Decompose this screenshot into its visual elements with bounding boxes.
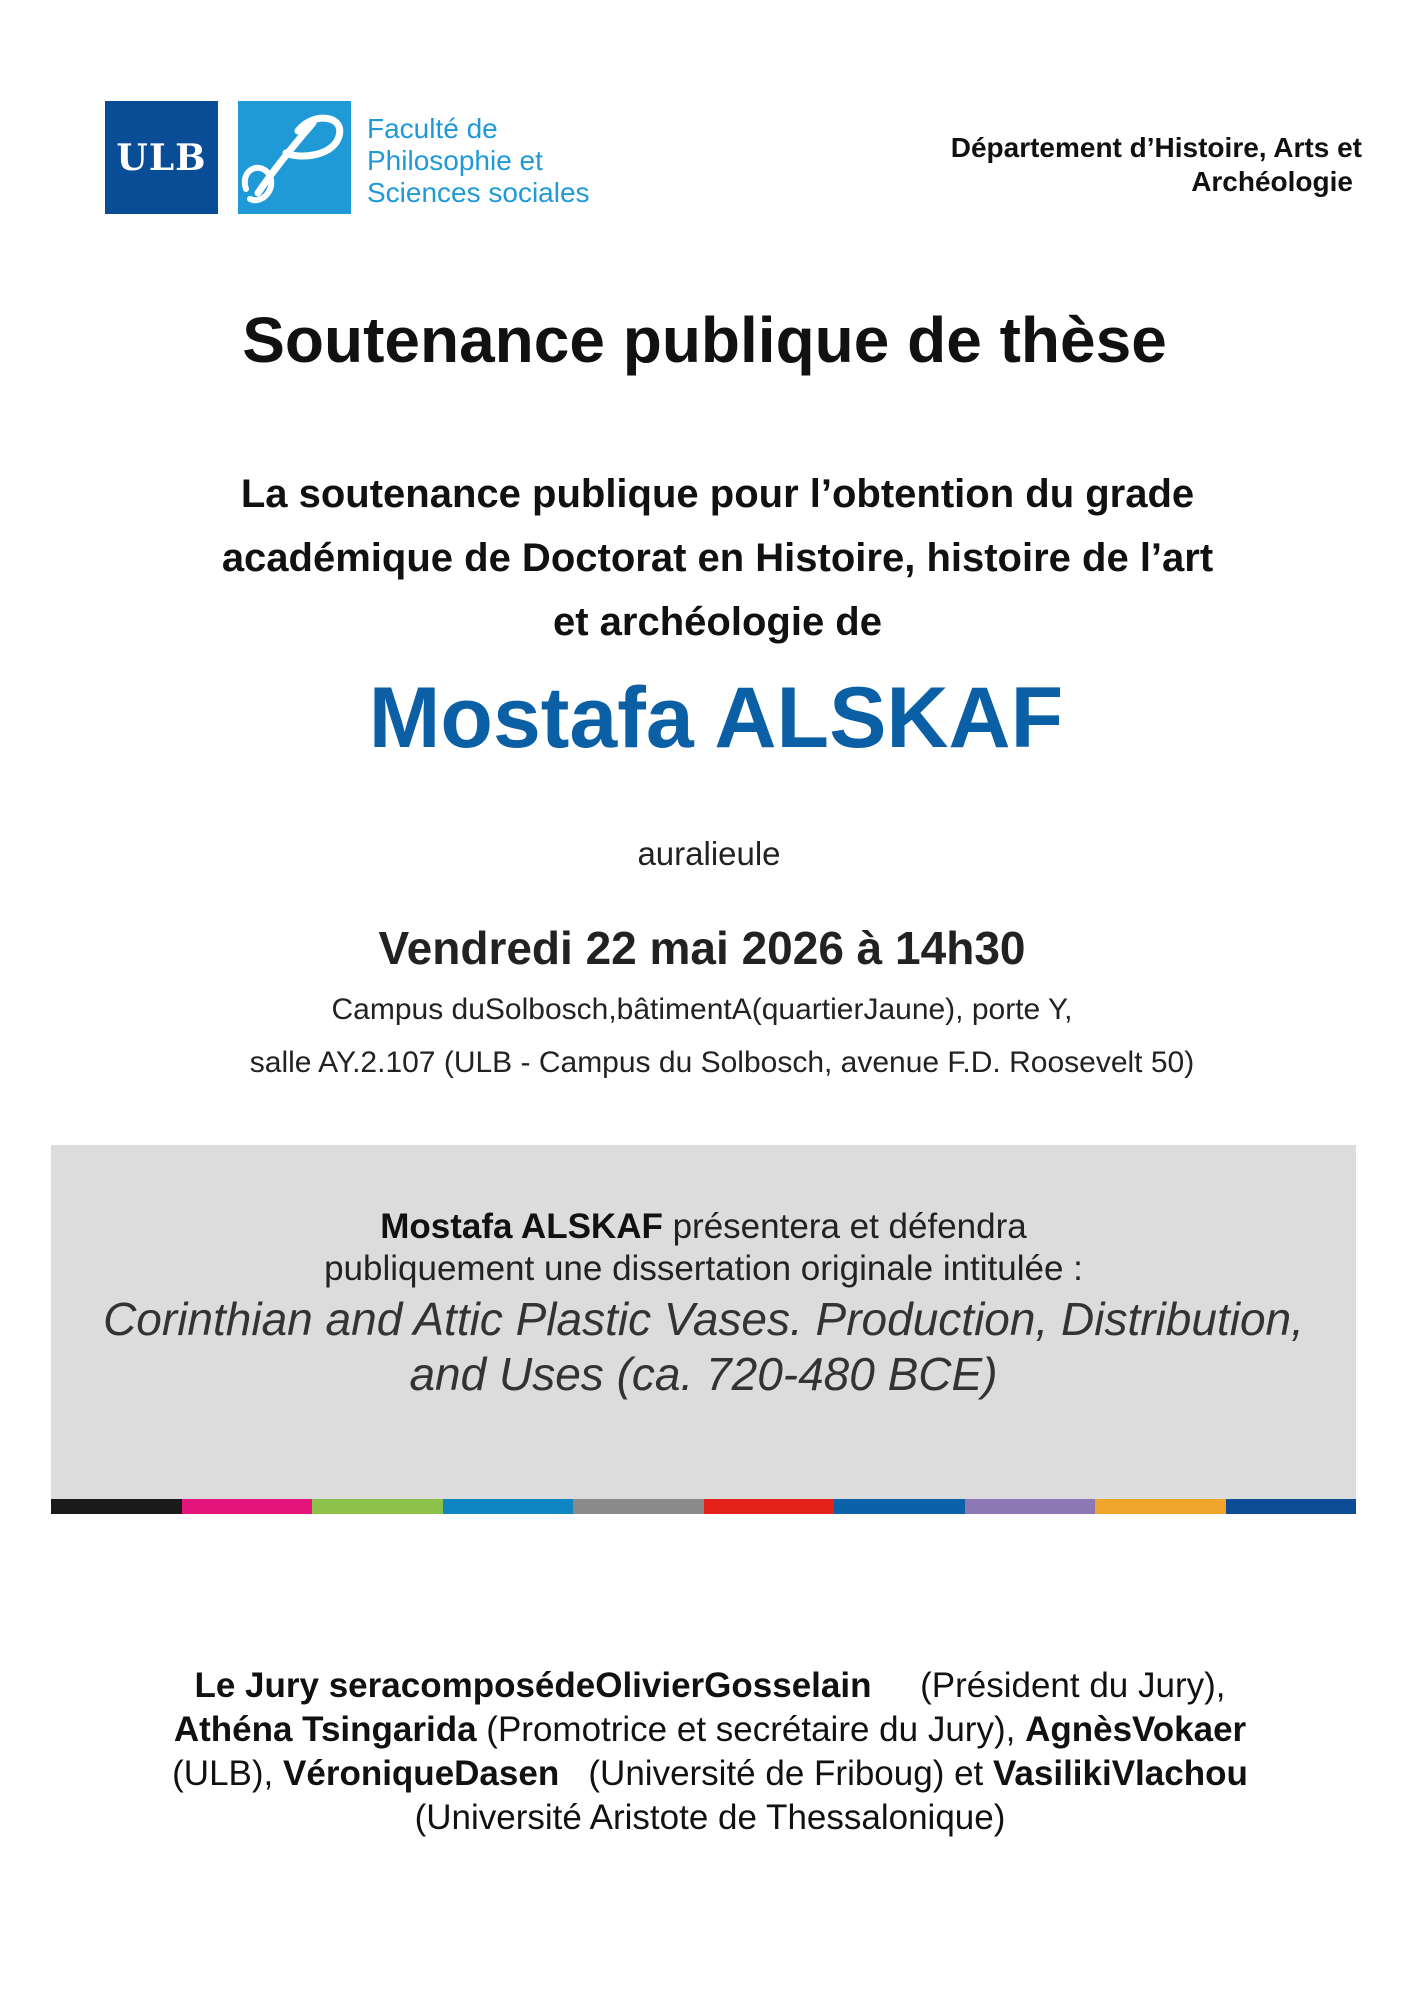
jury-member: VasilikiVlachou — [993, 1754, 1248, 1793]
jury-member: Athéna Tsingarida — [173, 1710, 477, 1749]
jury-member: AgnèsVokaer — [1025, 1710, 1247, 1749]
page-title: Soutenance publique de thèse — [242, 304, 1167, 376]
faculty-logo-mark — [238, 101, 351, 214]
color-stripe-segment — [182, 1499, 313, 1514]
thesis-title — [51, 1292, 1356, 1402]
faculty-logo-icon — [238, 101, 351, 214]
jury-line: (Université Aristote de Thessalonique) — [414, 1798, 1006, 1837]
presentation-line: publiquement une dissertation originale intitulée : — [324, 1249, 1083, 1288]
color-stripe-segment — [573, 1499, 704, 1514]
faculty-line: Faculté de — [367, 113, 498, 144]
ulb-logo-text: ULB — [116, 136, 207, 179]
jury-role: (Université de Friboug) et — [559, 1754, 993, 1793]
jury-member: VéroniqueDasen — [283, 1754, 560, 1793]
thesis-title-line: and Uses (ca. 720-480 BCE) — [409, 1348, 998, 1400]
color-stripe-segment — [443, 1499, 574, 1514]
presenter-name: Mostafa ALSKAF — [380, 1207, 663, 1246]
candidate-name: Mostafa ALSKAF — [368, 670, 1064, 766]
event-datetime: Vendredi 22 mai 2026 à 14h30 — [378, 922, 1026, 974]
jury-composition — [80, 1664, 1340, 1840]
intro-line: La soutenance publique pour l’obtention du grade — [240, 472, 1195, 516]
color-stripe-segment — [51, 1499, 182, 1514]
color-stripe-segment — [1226, 1499, 1357, 1514]
color-stripe-segment — [965, 1499, 1096, 1514]
color-stripe-segment — [834, 1499, 965, 1514]
location-line: salle AY.2.107 (ULB - Campus du Solbosch, avenue F.D. Roosevelt 50) — [249, 1046, 1195, 1079]
color-stripe-segment — [312, 1499, 443, 1514]
ulb-logo — [105, 101, 218, 214]
faculty-name — [367, 113, 667, 209]
jury-line — [80, 1752, 1340, 1796]
intro-line: académique de Doctorat en Histoire, histoire de l’art — [221, 536, 1214, 580]
faculty-line: Philosophie et — [367, 145, 543, 176]
intro-text — [60, 462, 1375, 654]
color-stripe-segment — [1095, 1499, 1226, 1514]
location-line: Campus duSolbosch,bâtimentA(quartierJaune), porte Y, — [331, 993, 1073, 1026]
intro-line: et archéologie de — [553, 600, 882, 644]
color-stripe-segment — [704, 1499, 835, 1514]
presentation-line-text: présentera et défendra — [662, 1207, 1027, 1246]
presentation-text — [51, 1206, 1356, 1290]
jury-line — [80, 1664, 1340, 1708]
aura-lieu-text: auralieule — [637, 835, 781, 872]
department-line: Archéologie — [1191, 166, 1353, 197]
jury-role: (ULB), — [172, 1754, 284, 1793]
faculty-line: Sciences sociales — [367, 177, 590, 208]
department-line: Département d’Histoire, Arts et — [950, 132, 1362, 163]
color-stripe-bar — [51, 1499, 1356, 1514]
jury-line — [80, 1708, 1340, 1752]
thesis-title-line: Corinthian and Attic Plastic Vases. Production, Distribution, — [103, 1293, 1304, 1345]
presentation-line — [51, 1206, 1356, 1248]
jury-role: (Président du Jury), — [871, 1666, 1226, 1705]
jury-lead: Le Jury seracomposédeOlivierGosselain — [194, 1666, 872, 1705]
jury-role: (Promotrice et secrétaire du Jury), — [476, 1710, 1026, 1749]
department-name — [802, 131, 1362, 199]
